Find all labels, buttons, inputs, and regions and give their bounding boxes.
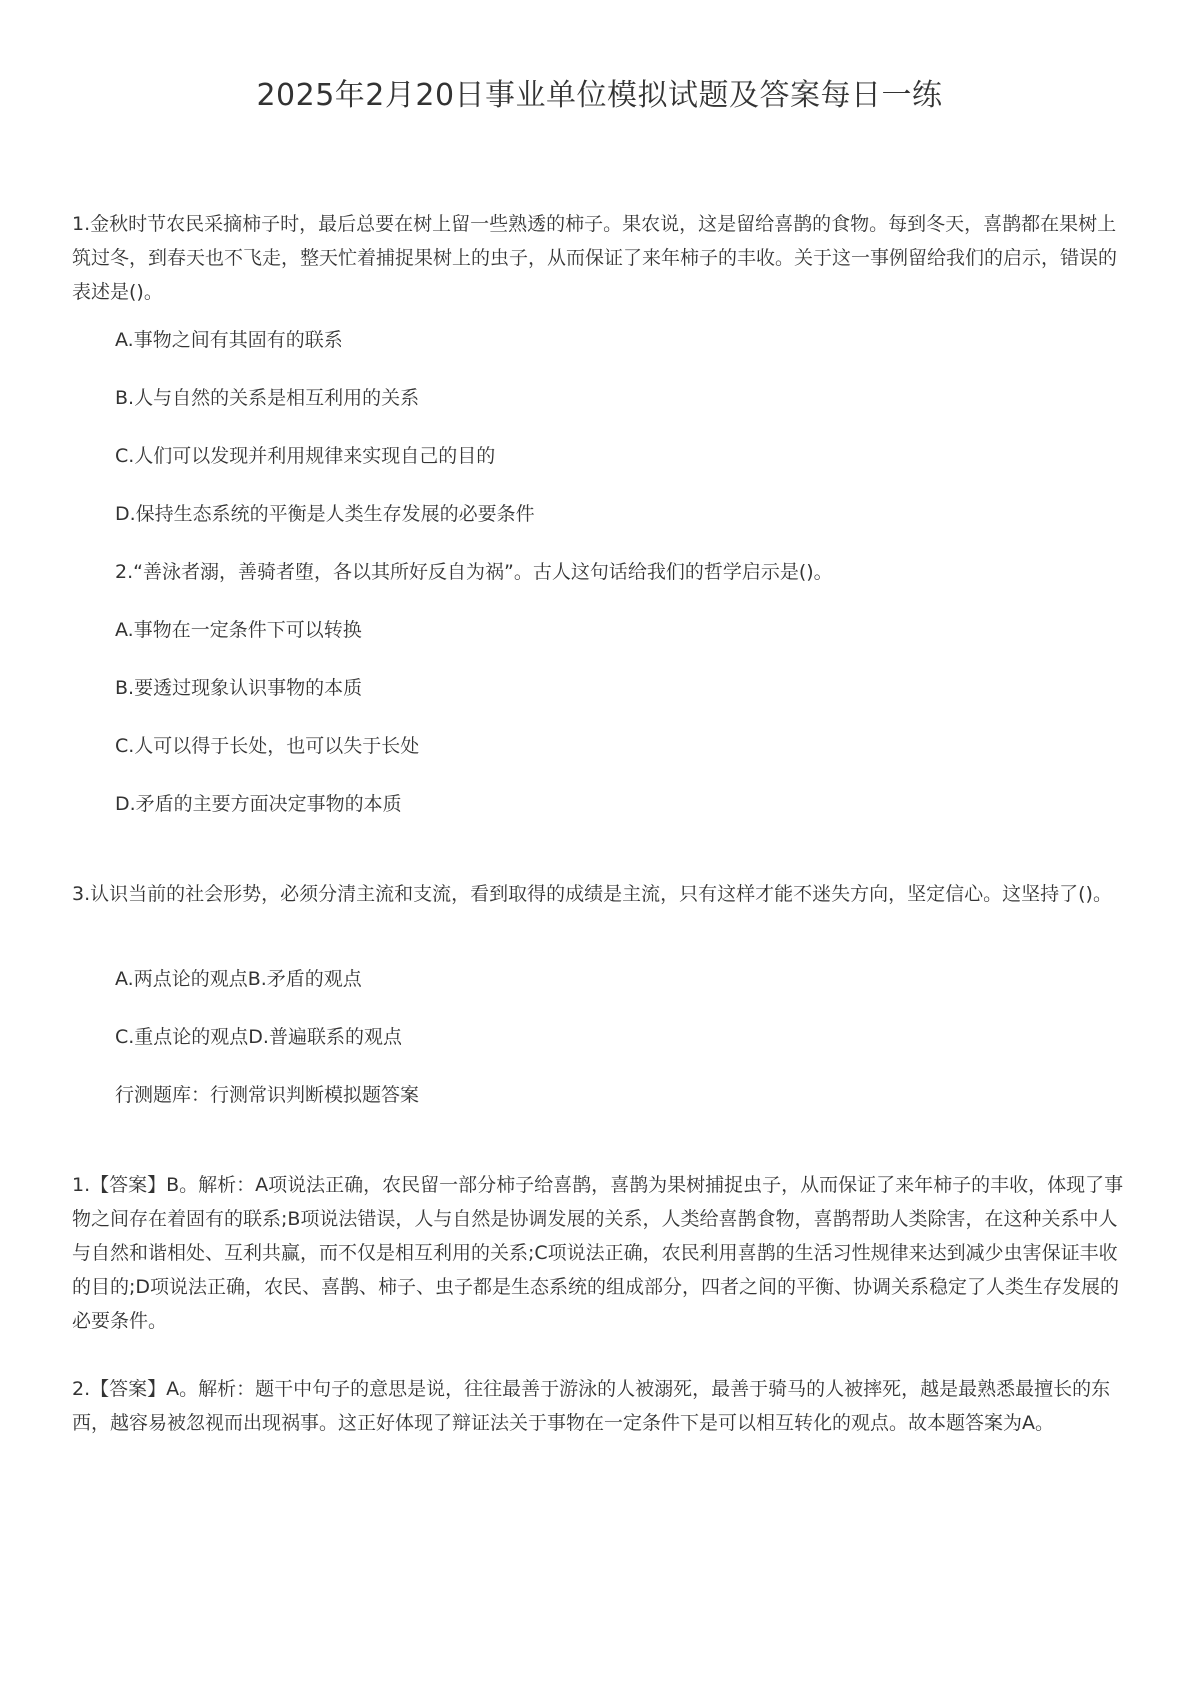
question-3-options-ab: A.两点论的观点B.矛盾的观点 [115, 968, 362, 990]
question-1-option-a: A.事物之间有其固有的联系 [115, 329, 343, 351]
question-2-option-d: D.矛盾的主要方面决定事物的本质 [115, 793, 402, 815]
page-title: 2025年2月20日事业单位模拟试题及答案每日一练 [256, 78, 943, 113]
question-2-option-b: B.要透过现象认识事物的本质 [115, 677, 363, 699]
question-1-stem: 1.金秋时节农民采摘柿子时，最后总要在树上留一些熟透的柿子。果农说，这是留给喜鹊的食物。每到冬天，喜鹊都在果树上筑过冬，到春天也不飞走，整天忙着捕捉果树上的虫子，从而保证了来年柿子的丰收。关于这一事例留给我们的启示，错误的表述是()。 [72, 213, 1118, 303]
answer-2: 2.【答案】A。解析：题干中句子的意思是说，往往最善于游泳的人被溺死，最善于骑马的人被摔死，越是最熟悉最擅长的东西，越容易被忽视而出现祸事。这正好体现了辩证法关于事物在一定条件下是可以相互转化的观点。故本题答案为A。 [72, 1378, 1111, 1434]
question-2-option-a: A.事物在一定条件下可以转换 [115, 619, 362, 641]
question-2-option-c: C.人可以得于长处，也可以失于长处 [115, 735, 420, 757]
answer-1: 1.【答案】B。解析：A项说法正确，农民留一部分柿子给喜鹊，喜鹊为果树捕捉虫子，从而保证了来年柿子的丰收，体现了事物之间存在着固有的联系;B项说法错误，人与自然是协调发展的关系，人类给喜鹊食物，喜鹊帮助人类除害，在这种关系中人与自然和谐相处、互利共赢，而不仅是相互利用的关系;C项说法正确，农民利用喜鹊的生活习性规律来达到减少虫害保证丰收的目的;D项说法正确，农民、喜鹊、柿子、虫子都是生态系统的组成部分，四者之间的平衡、协调关系稳定了人类生存发展的必要条件。 [72, 1174, 1124, 1332]
question-1-option-c: C.人们可以发现并利用规律来实现自己的目的 [115, 445, 496, 467]
question-2-stem: 2.“善泳者溺，善骑者堕，各以其所好反自为祸”。古人这句话给我们的哲学启示是()。 [115, 561, 833, 583]
question-1-option-d: D.保持生态系统的平衡是人类生存发展的必要条件 [115, 503, 535, 525]
source-line: 行测题库：行测常识判断模拟题答案 [115, 1084, 420, 1106]
question-3-options-cd: C.重点论的观点D.普遍联系的观点 [115, 1026, 402, 1048]
question-3-stem: 3.认识当前的社会形势，必须分清主流和支流，看到取得的成绩是主流，只有这样才能不迷失方向，坚定信心。这坚持了()。 [72, 883, 1112, 905]
question-1-option-b: B.人与自然的关系是相互利用的关系 [115, 387, 420, 409]
